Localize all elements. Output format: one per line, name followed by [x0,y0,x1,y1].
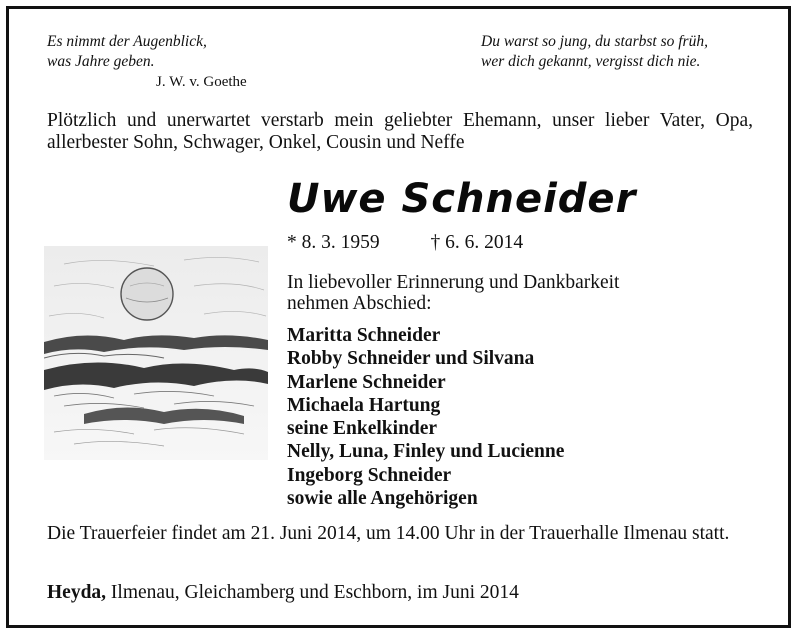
quote-left-line2: was Jahre geben. [47,53,155,70]
memorial-verse [481,32,708,72]
birth-date: * 8. 3. 1959 [287,232,380,253]
sun-over-sea-illustration [44,246,268,460]
death-date: † 6. 6. 2014 [430,232,524,253]
mourner: seine Enkelkinder [287,418,438,440]
funeral-info: Die Trauerfeier findet am 21. Juni 2014, um 14.00 Uhr in der Trauerhalle Ilmenau statt. [47,523,730,544]
quote-author: J. W. v. Goethe [156,74,247,90]
quote-right-line2: wer dich gekannt, vergisst dich nie. [481,53,701,70]
mourner: sowie alle Angehörigen [287,488,478,510]
remembrance-text [287,272,619,314]
mourners-list [287,324,564,510]
remembrance-line2: nehmen Abschied: [287,293,432,314]
place-rest: Ilmenau, Gleichamberg und Eschborn, im Juni 2014 [106,582,519,603]
mourner: Maritta Schneider [287,325,441,346]
place-and-date [47,582,519,604]
place-bold: Heyda, [47,582,107,603]
mourner: Marlene Schneider [287,371,446,393]
remembrance-line1: In liebevoller Erinnerung und Dankbarkeit [287,272,620,293]
mourner: Nelly, Luna, Finley und Lucienne [287,441,565,463]
quote-left-line1: Es nimmt der Augenblick, [47,33,207,50]
quote-right-line1: Du warst so jung, du starbst so früh, [481,33,708,50]
goethe-quote [47,32,247,92]
life-dates [287,232,523,254]
intro-text: Plötzlich und unerwartet verstarb mein geliebter Ehemann, unser lieber Vater, Opa, allerbester Sohn, Schwager, Onkel, Cousin und Neffe [47,110,753,153]
deceased-name: Uwe Schneider [287,176,637,222]
mourner: Michaela Hartung [287,394,441,416]
mourner: Ingeborg Schneider [287,464,452,486]
mourner: Robby Schneider und Silvana [287,348,535,370]
